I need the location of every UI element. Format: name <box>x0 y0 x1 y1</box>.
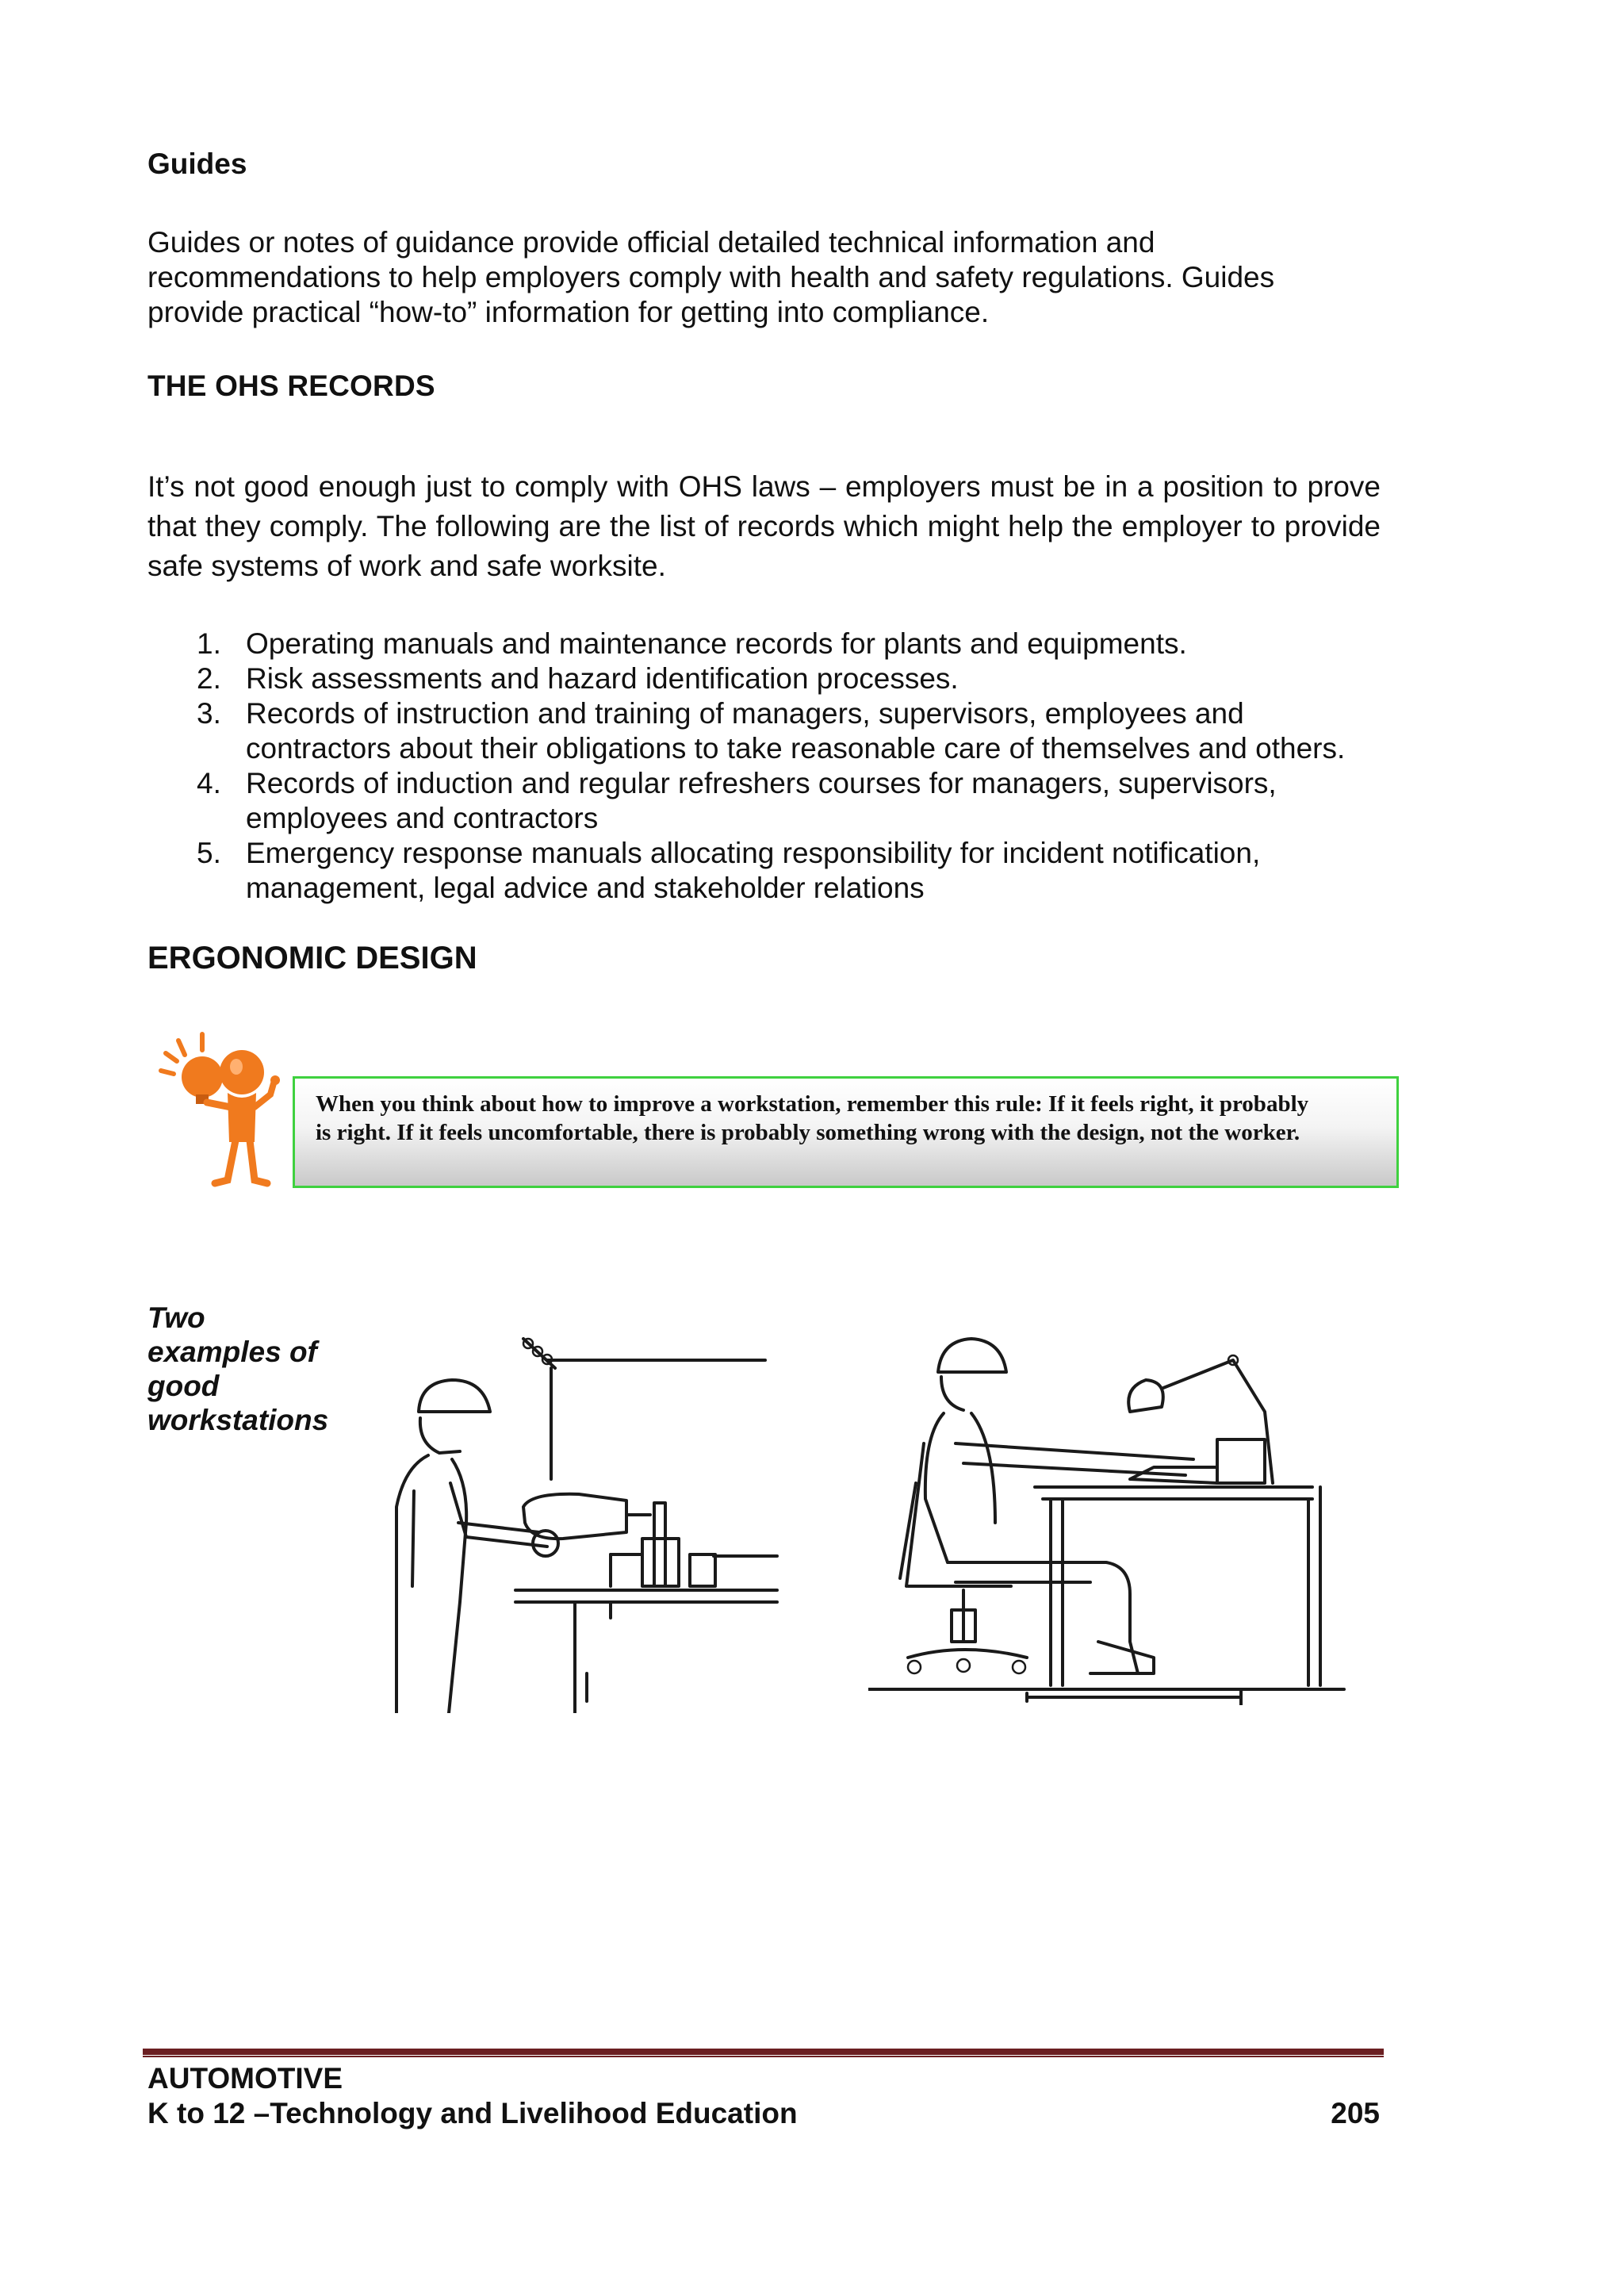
caption-line: workstations <box>147 1404 329 1436</box>
list-item-number: 4. <box>197 767 221 799</box>
caption-line: Two <box>147 1301 205 1334</box>
seated-workstation-illustration <box>868 1324 1360 1705</box>
tip-box <box>293 1076 1399 1188</box>
list-item-text: Risk assessments and hazard identification processes. <box>246 662 959 695</box>
list-item-text: Records of induction and regular refreshers courses for managers, supervisors, <box>246 767 1277 799</box>
list-item <box>147 766 1416 836</box>
records-list <box>147 627 1416 906</box>
list-item-text: employees and contractors <box>246 802 599 834</box>
list-item-text: management, legal advice and stakeholder relations <box>246 872 925 904</box>
list-item-number: 5. <box>197 837 221 869</box>
list-item-text: Records of instruction and training of managers, supervisors, employees and <box>246 697 1244 730</box>
caption-line: examples of <box>147 1336 317 1368</box>
footer-subject: AUTOMOTIVE <box>147 2062 343 2095</box>
guides-paragraph <box>147 225 1400 330</box>
list-item <box>147 836 1416 906</box>
list-item <box>147 661 1416 696</box>
page-number: 205 <box>1331 2097 1380 2129</box>
standing-workstation-illustration <box>373 1324 785 1713</box>
guides-heading: Guides <box>147 148 247 180</box>
guides-line: recommendations to help employers comply with health and safety regulations. Guides <box>147 261 1275 293</box>
list-item-number: 1. <box>197 627 221 660</box>
guides-line: provide practical “how-to” information for getting into compliance. <box>147 296 990 328</box>
list-item-text: Emergency response manuals allocating responsibility for incident notification, <box>246 837 1261 869</box>
list-item <box>147 627 1416 661</box>
footer-rule <box>143 2049 1384 2058</box>
ohs-records-paragraph: It’s not good enough just to comply with OHS laws – employers must be in a position to prove that they comply. The following are the list of records which might help the employer to provide safe systems of work and safe worksite. <box>147 470 1381 582</box>
tip-line: When you think about how to improve a workstation, remember this rule: If it feels right, it probably <box>316 1091 1309 1117</box>
ergonomic-heading: ERGONOMIC DESIGN <box>147 941 477 976</box>
tip-line: is right. If it feels uncomfortable, there is probably something wrong with the design, not the worker. <box>316 1120 1300 1145</box>
tip-text <box>316 1090 1376 1147</box>
footer-course: K to 12 –Technology and Livelihood Education <box>147 2097 798 2129</box>
list-item-number: 3. <box>197 697 221 730</box>
guides-line: Guides or notes of guidance provide official detailed technical information and <box>147 226 1155 259</box>
list-item-text: contractors about their obligations to take reasonable care of themselves and others. <box>246 732 1346 765</box>
list-item-number: 2. <box>197 662 221 695</box>
ohs-records-heading: THE OHS RECORDS <box>147 370 435 402</box>
figure-caption <box>147 1301 346 1437</box>
lightbulb-mascot-icon <box>155 1031 289 1190</box>
caption-line: good <box>147 1370 220 1402</box>
list-item-text: Operating manuals and maintenance records for plants and equipments. <box>246 627 1187 660</box>
list-item <box>147 696 1416 766</box>
